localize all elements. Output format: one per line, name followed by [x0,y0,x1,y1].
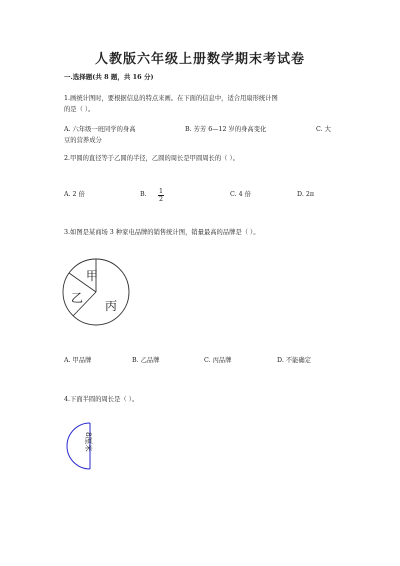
question-1 [64,95,278,103]
question-3-option-c: C. 丙品牌 [204,357,232,364]
pie-label-bing: 丙 [105,299,118,313]
question-4-number: 4. [64,396,71,403]
question-2-option-b: B. [140,191,147,198]
fraction-numerator: 1 [159,188,164,195]
question-1-text-line2: 的是（ ）。 [64,106,95,113]
pie-label-yi: 乙 [71,291,84,305]
semicircle-figure [60,418,104,474]
pie-chart-figure [60,252,130,332]
question-4 [64,396,138,404]
question-1-option-b: B. 芳芳 6—12 岁的身高变化 [185,126,267,133]
question-3 [64,229,260,237]
question-1-option-c-continued: 豆的营养成分 [64,137,102,144]
question-2-option-b-fraction [158,185,164,204]
semicircle-diameter-label: 8厘米 [84,432,93,452]
question-1-text-line1: 画统计图时，要根据信息的特点来画。在下面的信息中，适合用扇形统计图 [70,95,278,102]
page-title: 人教版六年级上册数学期末考试卷 [94,52,305,67]
pie-label-jia: 甲 [86,269,99,283]
question-2 [64,155,239,163]
question-1-option-c: C. 大 [316,126,331,133]
question-3-option-d: D. 不能确定 [277,357,312,364]
question-3-number: 3. [64,229,71,236]
fraction-denominator: 2 [159,196,164,203]
question-2-option-c: C. 4 倍 [230,191,251,198]
question-2-option-d: D. 2π [297,191,314,198]
question-2-number: 2. [64,155,71,162]
question-2-text: 甲圆的直径等于乙圆的半径，乙圆的周长是甲圆周长的（ ）。 [70,155,239,162]
question-3-option-a: A. 甲品牌 [64,357,92,364]
question-1-option-a: A. 六年级一班同学的身高 [64,126,136,133]
question-3-option-b: B. 乙品牌 [132,357,160,364]
question-4-text: 下面半圆的周长是（ ）。 [70,396,139,403]
question-1-number: 1. [64,95,71,102]
question-3-text: 如图是某商场 3 种家电品牌的销售统计图，销量最高的品牌是（ ）。 [70,229,260,236]
question-2-option-a: A. 2 倍 [64,191,85,198]
section-heading: 一.选择题(共 8 题，共 16 分) [64,73,154,81]
